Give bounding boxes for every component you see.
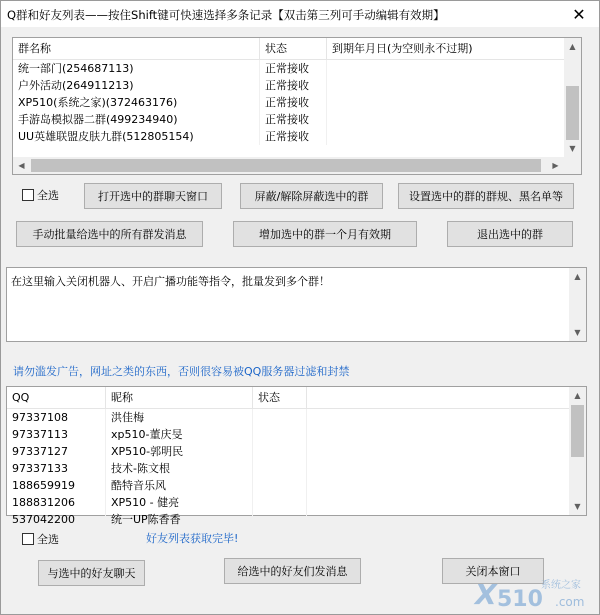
group-expire-cell[interactable] xyxy=(327,77,566,94)
friend-status-cell xyxy=(253,460,307,477)
logo-domain: .com xyxy=(555,595,585,609)
checkbox[interactable] xyxy=(22,533,34,545)
friend-qq-cell: 188831206 xyxy=(7,494,106,511)
friend-list-status: 好友列表获取完毕! xyxy=(146,532,239,545)
window-title: Q群和好友列表——按住Shift键可快速选择多条记录【双击第三列可手动编辑有效期】 xyxy=(7,8,445,22)
friend-select-all[interactable] xyxy=(22,531,59,547)
friend-list[interactable] xyxy=(6,386,587,526)
group-name-cell: XP510(系统之家)(372463176) xyxy=(13,94,260,111)
group-select-all[interactable] xyxy=(22,187,59,203)
friend-qq-cell: 97337133 xyxy=(7,460,106,477)
friend-status-cell xyxy=(253,426,307,443)
scroll-down-icon[interactable]: ▼ xyxy=(574,328,581,337)
message-input-text: 在这里输入关闭机器人、开启广播功能等指令，批量发到多个群！ xyxy=(11,275,330,288)
scroll-left-icon[interactable]: ◀ xyxy=(18,161,25,170)
table-row[interactable] xyxy=(7,409,571,426)
bulk-message-groups-button[interactable]: 手动批量给选中的所有群发消息 xyxy=(16,221,203,247)
table-row[interactable] xyxy=(13,128,566,145)
column-header-status[interactable]: 状态 xyxy=(260,38,327,60)
friend-qq-cell: 537042200 xyxy=(7,511,106,528)
friend-nickname-cell: 技术-陈文根 xyxy=(106,460,253,477)
group-list-horizontal-scrollbar[interactable] xyxy=(13,157,564,174)
friend-qq-cell: 97337113 xyxy=(7,426,106,443)
group-status-cell: 正常接收 xyxy=(260,111,327,128)
group-expire-cell[interactable] xyxy=(327,60,566,77)
scroll-up-icon[interactable]: ▲ xyxy=(574,391,581,400)
add-month-validity-button[interactable]: 增加选中的群一个月有效期 xyxy=(233,221,417,247)
table-row[interactable] xyxy=(7,443,571,460)
checkbox[interactable] xyxy=(22,189,34,201)
column-header-empty xyxy=(307,387,571,409)
scrollbar-corner xyxy=(564,157,581,174)
watermark-logo xyxy=(473,576,593,610)
column-header-qq[interactable]: QQ xyxy=(7,387,106,409)
column-header-nickname[interactable]: 昵称 xyxy=(106,387,253,409)
close-window-button[interactable]: 关闭本窗口 xyxy=(442,558,544,584)
scrollbar-thumb[interactable] xyxy=(31,159,541,172)
group-status-cell: 正常接收 xyxy=(260,60,327,77)
group-expire-cell[interactable] xyxy=(327,128,566,145)
friend-nickname-cell: 酷特音乐风 xyxy=(106,477,253,494)
table-row[interactable] xyxy=(7,477,571,494)
scroll-down-icon[interactable]: ▼ xyxy=(574,502,581,511)
group-list-header xyxy=(13,38,566,60)
group-status-cell: 正常接收 xyxy=(260,128,327,145)
scroll-up-icon[interactable]: ▲ xyxy=(574,272,581,281)
quit-group-button[interactable]: 退出选中的群 xyxy=(447,221,573,247)
friend-status-cell xyxy=(253,511,307,528)
friend-nickname-cell: XP510-郭明民 xyxy=(106,443,253,460)
table-row[interactable] xyxy=(13,60,566,77)
select-all-label: 全选 xyxy=(37,189,59,202)
friend-list-body xyxy=(7,409,571,526)
title-bar[interactable] xyxy=(1,1,599,27)
scroll-right-icon[interactable]: ▶ xyxy=(552,161,559,170)
scrollbar-thumb[interactable] xyxy=(566,86,579,140)
set-group-rules-button[interactable]: 设置选中的群的群规、黑名单等 xyxy=(398,183,574,209)
friend-qq-cell: 97337127 xyxy=(7,443,106,460)
group-expire-cell[interactable] xyxy=(327,111,566,128)
group-list-body xyxy=(13,60,566,145)
friend-nickname-cell: 统一UP陈香香 xyxy=(106,511,253,528)
friend-qq-cell: 97337108 xyxy=(7,409,106,426)
friend-status-cell xyxy=(253,477,307,494)
table-row[interactable] xyxy=(7,460,571,477)
close-icon[interactable]: ✕ xyxy=(572,4,586,24)
select-all-label: 全选 xyxy=(37,533,59,546)
warning-notice: 请勿滥发广告，网址之类的东西，否则很容易被QQ服务器过滤和封禁 xyxy=(13,365,350,378)
table-row[interactable] xyxy=(13,94,566,111)
message-input[interactable] xyxy=(6,267,587,342)
toggle-block-group-button[interactable]: 屏蔽/解除屏蔽选中的群 xyxy=(240,183,383,209)
friend-status-cell xyxy=(253,409,307,426)
group-name-cell: 统一部门(254687113) xyxy=(13,60,260,77)
group-name-cell: UU英雄联盟皮肤九群(512805154) xyxy=(13,128,260,145)
table-row[interactable] xyxy=(7,511,571,528)
message-input-scrollbar[interactable] xyxy=(569,268,586,341)
table-row[interactable] xyxy=(13,77,566,94)
friend-qq-cell: 188659919 xyxy=(7,477,106,494)
scroll-up-icon[interactable]: ▲ xyxy=(569,42,576,51)
group-name-cell: 户外活动(264911213) xyxy=(13,77,260,94)
group-name-cell: 手游岛模拟器二群(499234940) xyxy=(13,111,260,128)
friend-nickname-cell: 洪佳梅 xyxy=(106,409,253,426)
group-list[interactable] xyxy=(12,37,582,175)
logo-tagline: 系统之家 xyxy=(541,580,581,591)
friend-list-header xyxy=(7,387,571,409)
column-header-expire[interactable]: 到期年月日(为空则永不过期) xyxy=(332,42,473,55)
logo-graphic xyxy=(473,576,593,610)
table-row[interactable] xyxy=(13,111,566,128)
friend-nickname-cell: XP510 - 健亮 xyxy=(106,494,253,511)
group-expire-cell[interactable] xyxy=(327,94,566,111)
group-status-cell: 正常接收 xyxy=(260,94,327,111)
column-header-friend-status[interactable]: 状态 xyxy=(253,387,307,409)
scroll-down-icon[interactable]: ▼ xyxy=(569,144,576,153)
table-row[interactable] xyxy=(7,426,571,443)
table-row[interactable] xyxy=(7,494,571,511)
column-header-group-name[interactable]: 群名称 xyxy=(13,38,260,60)
friend-nickname-cell: xp510-董庆旻 xyxy=(106,426,253,443)
logo-x: X xyxy=(475,578,497,611)
friend-status-cell xyxy=(253,443,307,460)
friend-status-cell xyxy=(253,494,307,511)
chat-with-friend-button[interactable]: 与选中的好友聊天 xyxy=(38,560,145,586)
scrollbar-thumb[interactable] xyxy=(571,405,584,457)
logo-510: 510 xyxy=(497,587,543,612)
friend-list-vertical-scrollbar[interactable] xyxy=(569,387,586,515)
group-list-vertical-scrollbar[interactable] xyxy=(564,38,581,157)
open-group-chat-button[interactable]: 打开选中的群聊天窗口 xyxy=(84,183,222,209)
group-status-cell: 正常接收 xyxy=(260,77,327,94)
bulk-message-friends-button[interactable]: 给选中的好友们发消息 xyxy=(224,558,361,584)
